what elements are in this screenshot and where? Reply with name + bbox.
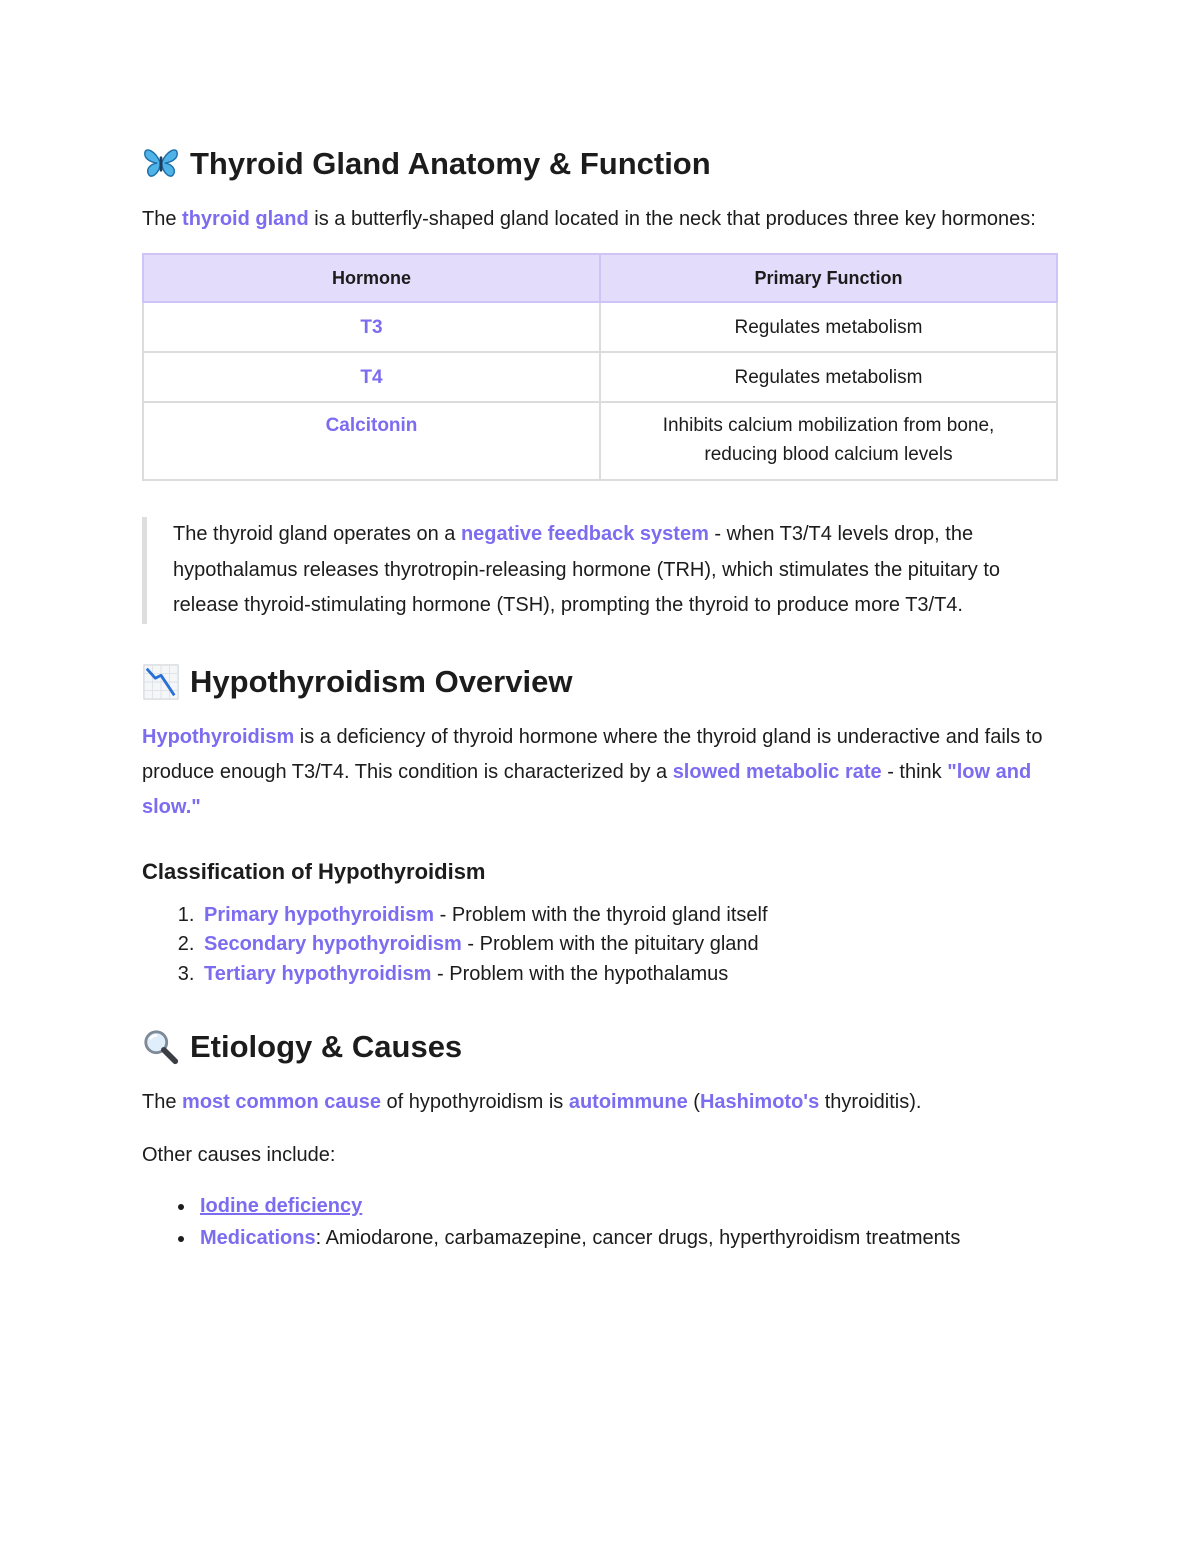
common-cause-paragraph: The most common cause of hypothyroidism is autoimmune (Hashimoto's thyroiditis).	[142, 1091, 922, 1113]
highlight-hashimotos: Hashimoto's	[699, 1091, 820, 1113]
butterfly-icon	[142, 145, 180, 183]
highlight-negative-feedback: negative feedback system	[460, 523, 709, 545]
column-header-primary-function: Primary Function	[600, 254, 1057, 302]
table-row	[143, 302, 1057, 352]
section-title-text: Thyroid Gland Anatomy & Function	[190, 146, 711, 181]
highlight-thyroid-gland: thyroid gland	[182, 208, 309, 230]
classification-term: Secondary hypothyroidism	[204, 933, 462, 955]
list-item: 3. Tertiary hypothyroidism - Problem with the hypothalamus	[200, 960, 1058, 990]
classification-term: Tertiary hypothyroidism	[204, 962, 432, 985]
highlight-autoimmune: autoimmune	[568, 1091, 688, 1113]
classification-heading: Classification of Hypothyroidism	[142, 858, 486, 884]
highlight-most-common-cause: most common cause	[182, 1091, 381, 1113]
hormone-cell: T3	[143, 302, 600, 352]
hormone-cell: T4	[143, 352, 600, 402]
cause-term: Medications	[200, 1227, 316, 1249]
hormone-table	[142, 253, 1058, 481]
document-content	[142, 140, 1058, 1255]
column-header-hormone: Hormone	[143, 254, 600, 302]
classification-list	[142, 901, 1058, 990]
magnifying-glass-icon	[142, 1028, 180, 1066]
function-cell: Regulates metabolism	[600, 352, 1057, 402]
highlight-hypothyroidism: Hypothyroidism	[142, 725, 295, 748]
hormone-cell: Calcitonin	[143, 402, 600, 480]
other-causes-intro: Other causes include:	[142, 1144, 336, 1166]
highlight-slowed-metabolic-rate: slowed metabolic rate	[672, 760, 882, 783]
function-cell: Regulates metabolism	[600, 302, 1057, 352]
section-title-text: Hypothyroidism Overview	[190, 663, 573, 699]
list-item	[200, 1191, 1058, 1221]
section-title-text: Etiology & Causes	[190, 1029, 463, 1064]
feedback-blockquote: The thyroid gland operates on a negative feedback system - when T3/T4 levels drop, the hypothalamus releases thyrotropin-releasing hormone (TRH), which stimulates the pituitary to release thyroid-stimulating hormone (TSH), prompting the thyroid to produce more T3/T4.	[142, 517, 1058, 624]
table-row	[143, 352, 1057, 402]
section-title-etiology	[142, 1023, 1058, 1071]
list-item: 1. Primary hypothyroidism - Problem with the thyroid gland itself	[200, 901, 1058, 931]
table-row	[143, 402, 1057, 480]
iodine-deficiency-link[interactable]: Iodine deficiency	[200, 1195, 363, 1217]
highlight-low-and-slow: "low and slow."	[142, 760, 1032, 818]
list-item: 2. Secondary hypothyroidism - Problem with the pituitary gland	[200, 930, 1058, 960]
causes-list	[142, 1191, 1058, 1253]
classification-term: Primary hypothyroidism	[204, 903, 435, 926]
hypothyroidism-definition-paragraph: Hypothyroidism is a deficiency of thyroid hormone where the thyroid gland is underactive and fails to produce enough T3/T4. This condition is characterized by a slowed metabolic rate - think "low and slow."	[142, 725, 1043, 818]
chart-decreasing-icon	[142, 663, 180, 701]
section-title-hypothyroidism-overview	[142, 658, 1058, 706]
section-title-thyroid-anatomy	[142, 140, 1058, 188]
thyroid-intro-paragraph: The thyroid gland is a butterfly-shaped gland located in the neck that produces three key hormones:	[142, 208, 1036, 230]
function-cell: Inhibits calcium mobilization from bone, reducing blood calcium levels	[600, 402, 1057, 480]
list-item: Medications: Amiodarone, carbamazepine, cancer drugs, hyperthyroidism treatments	[200, 1223, 1058, 1253]
table-header-row	[143, 254, 1057, 302]
